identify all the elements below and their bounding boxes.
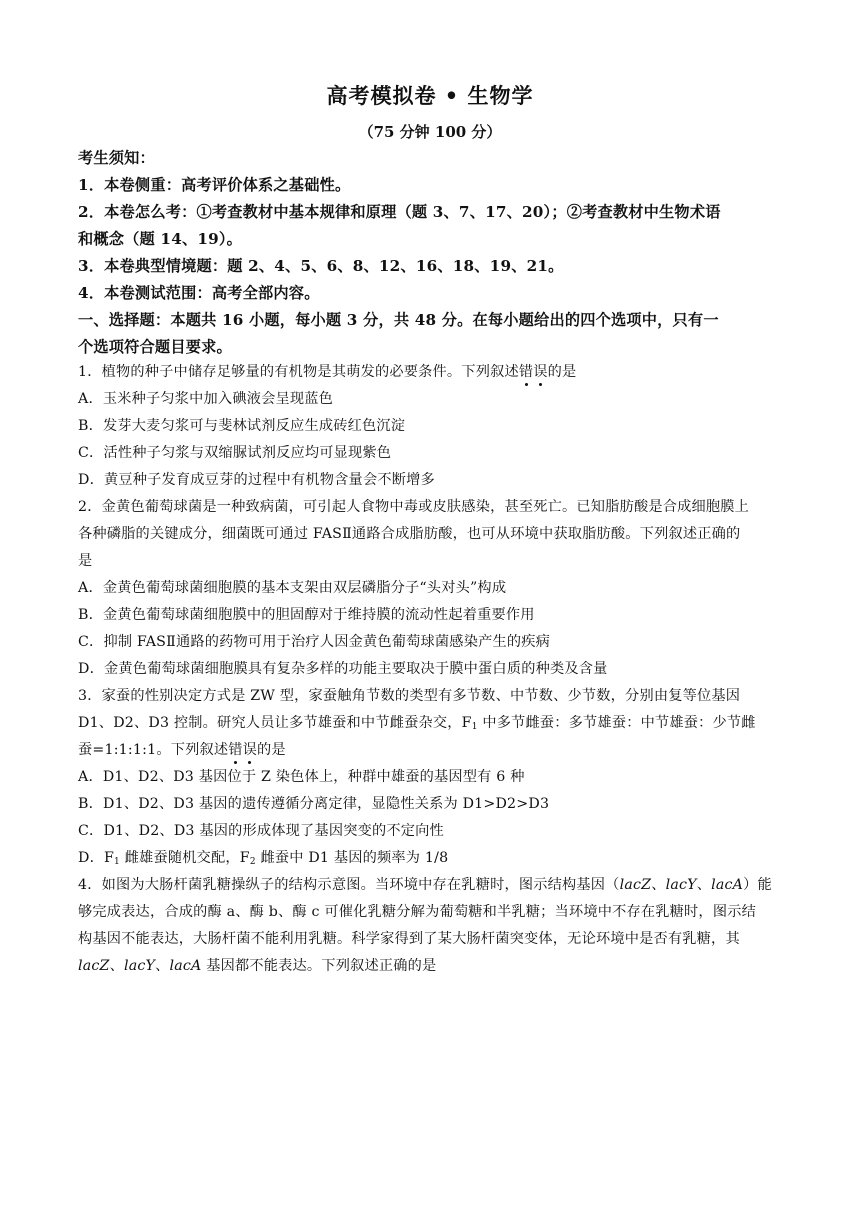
notice-heading: 考生须知： [78,149,155,167]
emphasis-dot-char: 错 [518,364,534,380]
question-3-stem-line-1: 3．家蚕的性别决定方式是 ZW 型，家蚕触角节数的类型有多节数、中节数、少节数，分别由复等位基因 [78,688,741,704]
emphasis-dot-char: 误 [242,742,258,758]
question-2-option-a: A．金黄色葡萄球菌细胞膜的基本支架由双层磷脂分子“头对头”构成 [78,580,507,596]
exam-title: 高考模拟卷 • 生物学 [326,83,534,108]
notice-item-4: 4．本卷测试范围：高考全部内容。 [78,284,320,302]
question-4-stem-line-1: 4．如图为大肠杆菌乳糖操纵子的结构示意图。当环境中存在乳糖时，图示结构基因（lacZ、lacY、lacA）能 [78,877,772,893]
emphasis-dot-char: 错 [228,742,243,758]
question-2-option-c: C．抑制 FASⅡ通路的药物可用于治疗人因金黄色葡萄球菌感染产生的疾病 [78,634,551,650]
question-3-option-d: D．$F_1$ 雌雄蚕随机交配，$F_2$ 雌蚕中 D1 基因的频率为 1/8 [78,850,449,867]
question-3-option-c: C．D1、D2、D3 基因的形成体现了基因突变的不定向性 [78,823,444,839]
question-1-option-d: D．黄豆种子发育成豆芽的过程中有机物含量会不断增多 [78,472,435,488]
question-2-option-d: D．金黄色葡萄球菌细胞膜具有复杂多样的功能主要取决于膜中蛋白质的种类及含量 [78,661,608,677]
notice-item-1: 1．本卷侧重：高考评价体系之基础性。 [78,176,351,194]
question-2-stem-line-1: 2．金黄色葡萄球菌是一种致病菌，可引起人食物中毒或皮肤感染，甚至死亡。已知脂肪酸是合成细胞膜上 [78,499,750,515]
question-3-option-b: B．D1、D2、D3 基因的遗传遵循分离定律，显隐性关系为 D1>D2>D3 [78,796,550,812]
question-1-option-b: B．发芽大麦匀浆可与斐林试剂反应生成砖红色沉淀 [78,418,406,434]
section-heading: 一、选择题：本题共 16 小题，每小题 3 分，共 48 分。在每小题给出的四个选项中，只有一 [78,311,719,329]
question-3-stem-line-2: D1、D2、D3 控制。研究人员让多节雄蚕和中节雌蚕杂交，$F_1$ 中多节雌蚕：多节雄蚕：中节雄蚕：少节雌 [78,715,756,732]
notice-item-3: 3．本卷典型情境题：题 2、4、5、6、8、12、16、18、19、21。 [78,257,564,275]
question-4-stem-line-4: lacZ、lacY、lacA 基因都不能表达。下列叙述正确的是 [78,958,437,974]
question-2-option-b: B．金黄色葡萄球菌细胞膜中的胆固醇对于维持膜的流动性起着重要作用 [78,607,535,623]
emphasis-dot-char: 误 [533,364,548,380]
question-4-stem-line-2: 够完成表达，合成的酶 a、酶 b、酶 c 可催化乳糖分解为葡萄糖和半乳糖；当环境中不存在乳糖时，图示结 [78,904,756,920]
question-3-option-a: A．D1、D2、D3 基因位于 Z 染色体上，种群中雄蚕的基因型有 6 种 [78,769,525,785]
question-1-stem: 1．植物的种子中储存足够量的有机物是其萌发的必要条件。下列叙述错误的是 [78,364,577,380]
question-4-stem-line-3: 构基因不能表达，大肠杆菌不能利用乳糖。科学家得到了某大肠杆菌突变体，无论环境中是否有乳糖，其 [78,931,740,947]
question-2-stem-line-2: 各种磷脂的关键成分，细菌既可通过 FASⅡ通路合成脂肪酸，也可从环境中获取脂肪酸。下列叙述正确的 [78,526,741,542]
question-1-option-a: A．玉米种子匀浆中加入碘液会呈现蓝色 [78,391,334,407]
section-heading-cont: 个选项符合题目要求。 [78,338,232,356]
notice-item-2: 2．本卷怎么考：①考查教材中基本规律和原理（题 3、7、17、20）；②考查教材中生物术语 [78,203,721,221]
notice-item-2-cont: 和概念（题 14、19）。 [78,230,243,248]
question-2-stem-line-3: 是 [78,553,93,569]
question-1-option-c: C．活性种子匀浆与双缩脲试剂反应均可显现紫色 [78,445,392,461]
question-3-stem-line-3: 蚕=1:1:1:1。下列叙述错误的是 [78,742,286,758]
exam-duration-score: （75 分钟 100 分） [358,123,502,141]
